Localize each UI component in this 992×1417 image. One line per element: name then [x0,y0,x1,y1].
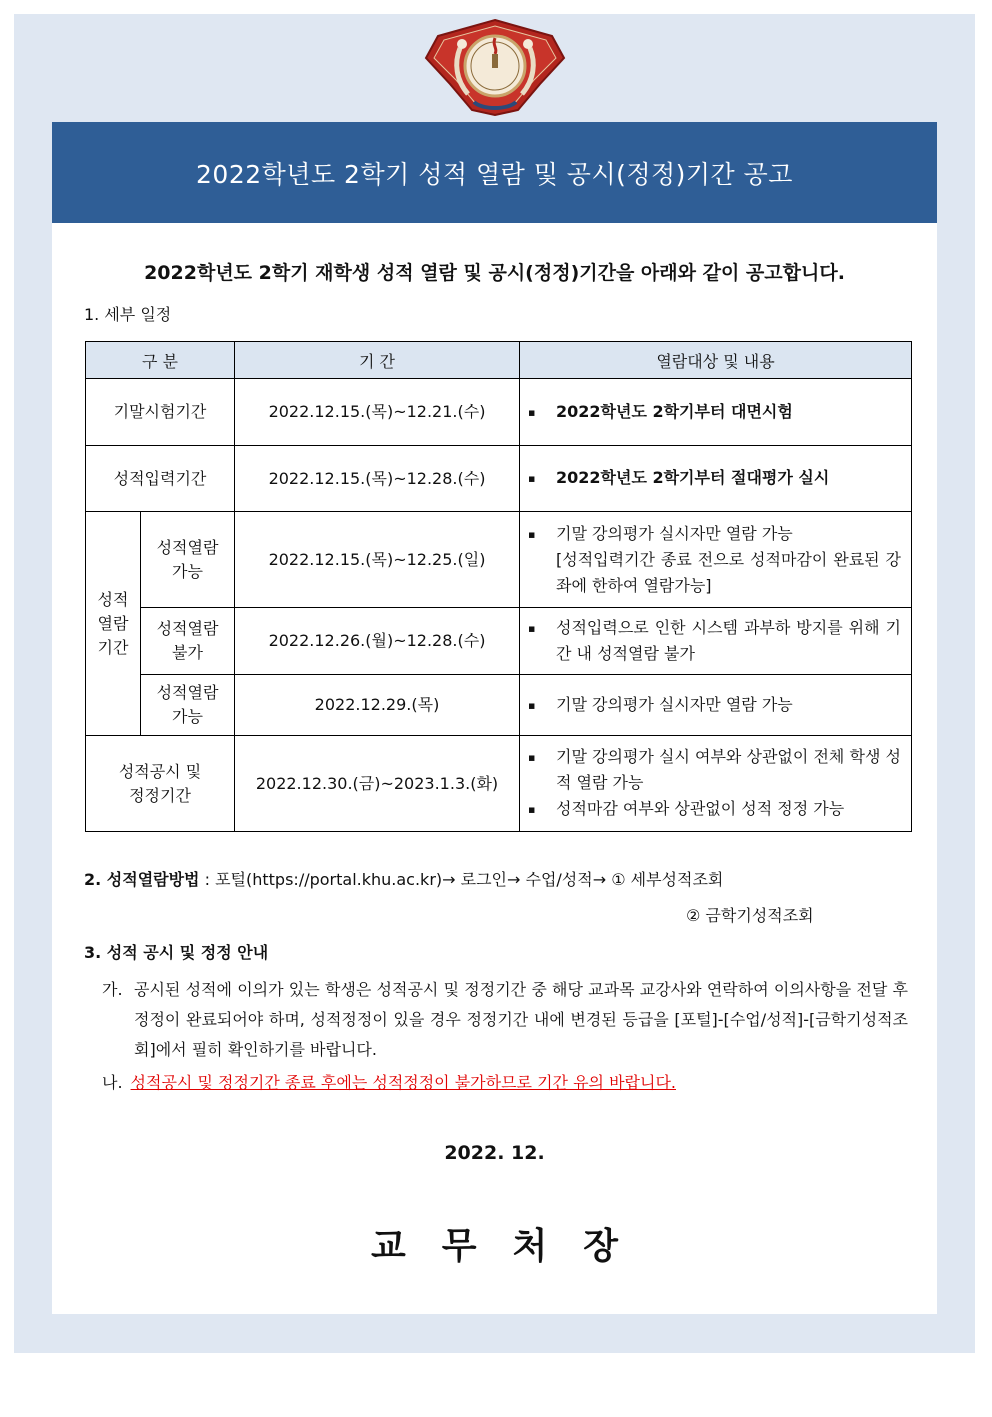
warning-text: 성적공시 및 정정기간 종료 후에는 성적정정이 불가하므로 기간 유의 바랍니다. [130,1073,676,1092]
table-row [86,736,912,832]
guide-item-ga-text: 공시된 성적에 이의가 있는 학생은 성적공시 및 정정기간 중 해당 교과목 교강사와 연락하여 이의사항을 전달 후 정정이 완료되어야 하며, 성적정정이 있을 경우 정정기간 내에 변경된 등급을 [포털]-[수업/성적]-[금학기성적조회]에서 필히 확인하기를 바랍니다. [134,980,908,1059]
portal-path-text: : 포털(https://portal.khu.ac.kr)→ 로그인→ 수업/성적→ ① 세부성적조회 [199,870,724,889]
period-view-unavailable: 2022.12.26.(월)~12.28.(수) [235,608,520,675]
notice-title-banner [52,122,937,223]
university-seal-logo [422,18,568,116]
period-posting: 2022.12.30.(금)~2023.1.3.(화) [235,736,520,832]
bullet-icon: ▪ [528,405,536,419]
row-label-posting-period: 성적공시 및 정정기간 [86,736,235,832]
content-posting: ▪ 기말 강의평가 실시 여부와 상관없이 전체 학생 성적 열람 가능 ▪ 성적마감 여부와 상관없이 성적 정정 가능 [520,736,912,832]
period-final-exam: 2022.12.15.(목)~12.21.(수) [235,379,520,446]
header-period: 기 간 [235,342,520,379]
issuer-signature: 교무처장 [370,1226,655,1267]
table-row [86,675,912,736]
table-header-row [86,342,912,379]
header-category: 구 분 [86,342,235,379]
row-label-final-exam: 기말시험기간 [86,379,235,446]
section-1-heading: 1. 세부 일정 [84,305,172,324]
bullet-icon: ▪ [528,527,536,541]
guide-item-na-label: 나. [102,1073,123,1092]
row-group-viewing-period: 성적 열람 기간 [86,512,141,736]
table-row [86,446,912,512]
bullet-icon: ▪ [528,472,536,485]
content-view-available-1: ▪ 기말 강의평가 실시자만 열람 가능 [성적입력기간 종료 전으로 성적마감이 완료된 강좌에 한하여 열람가능] [520,512,912,608]
notice-date: 2022. 12. [444,1142,545,1164]
section-2-heading: 2. 성적열람방법 [84,870,200,889]
page-title: 2022학년도 2학기 성적 열람 및 공시(정정)기간 공고 [196,159,793,189]
content-view-available-2: ▪ 기말 강의평가 실시자만 열람 가능 [520,675,912,736]
portal-path-option-2: ② 금학기성적조회 [686,906,814,925]
header-content: 열람대상 및 내용 [520,342,912,379]
period-grade-input: 2022.12.15.(목)~12.28.(수) [235,446,520,512]
guide-item-ga-label: 가. [102,980,123,999]
bullet-icon: ▪ [528,803,536,816]
intro-text: 2022학년도 2학기 재학생 성적 열람 및 공시(정정)기간을 아래와 같이 공고합니다. [144,262,845,284]
schedule-table [85,341,912,832]
guide-item-na [102,1070,676,1093]
row-label-view-available-1: 성적열람 가능 [141,512,235,608]
table-row [86,512,912,608]
row-label-grade-input: 성적입력기간 [86,446,235,512]
content-view-unavailable: ▪ 성적입력으로 인한 시스템 과부하 방지를 위해 기간 내 성적열람 불가 [520,608,912,675]
section-3-heading: 3. 성적 공시 및 정정 안내 [84,943,269,962]
guide-item-ga [102,975,908,1065]
content-grade-input: ▪ 2022학년도 2학기부터 절대평가 실시 [520,446,912,512]
row-label-view-available-2: 성적열람 가능 [141,675,235,736]
table-row [86,379,912,446]
table-row [86,608,912,675]
bullet-icon: ▪ [528,698,536,712]
period-view-available-2: 2022.12.29.(목) [235,675,520,736]
section-2-method [84,867,723,890]
bullet-icon: ▪ [528,622,536,635]
row-label-view-unavailable: 성적열람 불가 [141,608,235,675]
period-view-available-1: 2022.12.15.(목)~12.25.(일) [235,512,520,608]
content-final-exam: ▪ 2022학년도 2학기부터 대면시험 [520,379,912,446]
bullet-icon: ▪ [528,751,536,764]
